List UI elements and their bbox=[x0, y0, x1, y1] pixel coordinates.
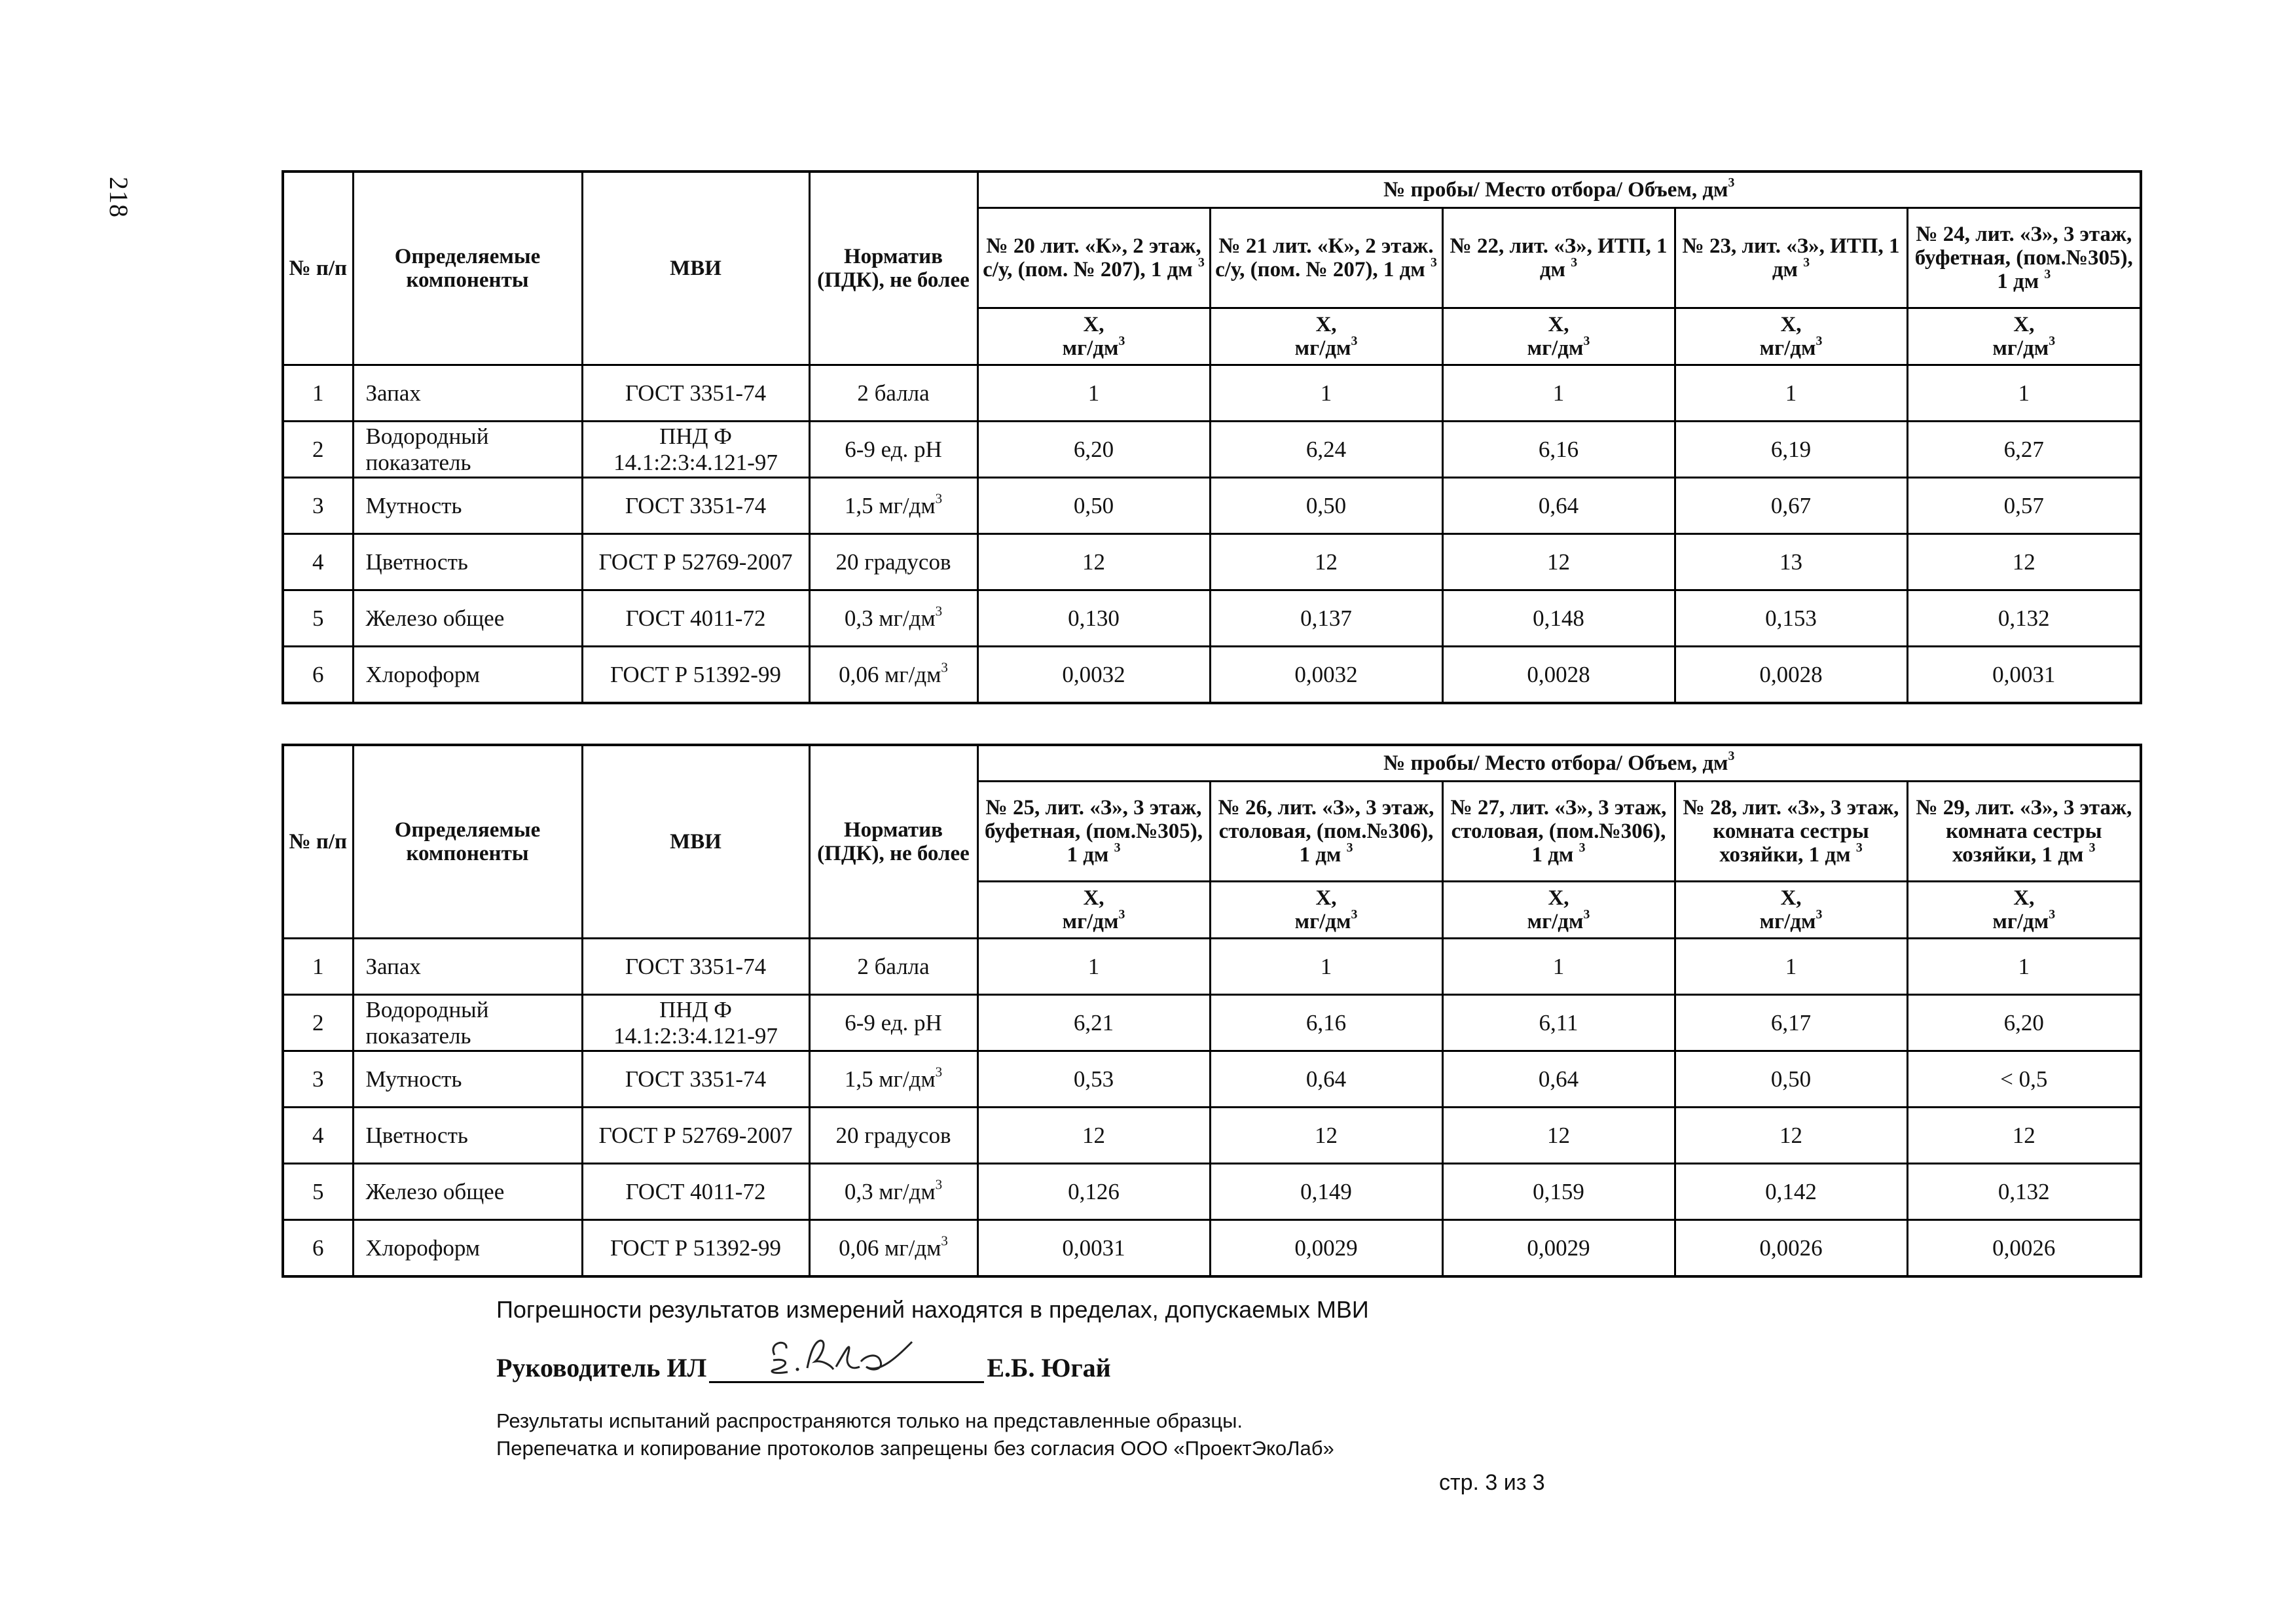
value-cell: 6,20 bbox=[977, 422, 1210, 478]
value-cell: 6,17 bbox=[1675, 995, 1907, 1051]
table-row bbox=[283, 534, 2141, 590]
value-cell: 12 bbox=[1210, 534, 1442, 590]
norm-cell: 6-9 ед. pH bbox=[809, 995, 977, 1051]
component-name: Мутность bbox=[353, 1051, 582, 1108]
unit-header: Х, $мг/дм^3$ bbox=[1442, 882, 1675, 939]
value-cell: 6,24 bbox=[1210, 422, 1442, 478]
sample-header: № 22, лит. «З», ИТП, 1 дм $^3$ bbox=[1442, 208, 1675, 308]
method-cell: ГОСТ Р 52769-2007 bbox=[582, 534, 809, 590]
norm-cell: 0,06 $мг/дм^3$ bbox=[809, 1220, 977, 1277]
norm-cell: 1,5 $мг/дм^3$ bbox=[809, 478, 977, 534]
row-number: 1 bbox=[283, 939, 353, 995]
value-cell: 12 bbox=[1675, 1108, 1907, 1164]
page-counter: стр. 3 из 3 bbox=[1439, 1470, 1545, 1495]
table-row bbox=[283, 1051, 2141, 1108]
unit-header: Х, $мг/дм^3$ bbox=[1907, 308, 2141, 365]
row-number: 4 bbox=[283, 534, 353, 590]
page-number: 218 bbox=[104, 177, 134, 218]
method-cell: ПНД Ф 14.1:2:3:4.121-97 bbox=[582, 995, 809, 1051]
results-table-2 bbox=[282, 744, 2142, 1278]
value-cell: 1 bbox=[1442, 939, 1675, 995]
component-name: Водородный показатель bbox=[353, 422, 582, 478]
table-row bbox=[283, 590, 2141, 647]
value-cell: 0,148 bbox=[1442, 590, 1675, 647]
sample-header: № 29, лит. «З», 3 этаж, комната сестры хозяйки, 1 дм $^3$ bbox=[1907, 782, 2141, 882]
row-number: 3 bbox=[283, 1051, 353, 1108]
sample-header: № 23, лит. «З», ИТП, 1 дм $^3$ bbox=[1675, 208, 1907, 308]
value-cell: 0,149 bbox=[1210, 1164, 1442, 1220]
norm-cell: 0,3 $мг/дм^3$ bbox=[809, 590, 977, 647]
component-name: Водородный показатель bbox=[353, 995, 582, 1051]
component-name: Железо общее bbox=[353, 590, 582, 647]
row-number: 1 bbox=[283, 365, 353, 422]
value-cell: 0,126 bbox=[977, 1164, 1210, 1220]
value-cell: 0,137 bbox=[1210, 590, 1442, 647]
value-cell: 6,16 bbox=[1210, 995, 1442, 1051]
value-cell: 0,0032 bbox=[1210, 647, 1442, 704]
value-cell: 6,21 bbox=[977, 995, 1210, 1051]
col-norm-header: Норматив (ПДК), не более bbox=[809, 745, 977, 939]
signature-line bbox=[496, 1348, 1111, 1383]
results-table-1 bbox=[282, 170, 2142, 704]
norm-cell: 6-9 ед. pH bbox=[809, 422, 977, 478]
norm-cell: 20 градусов bbox=[809, 1108, 977, 1164]
sample-header: № 26, лит. «З», 3 этаж, столовая, (пом.№306), 1 дм $^3$ bbox=[1210, 782, 1442, 882]
component-name: Железо общее bbox=[353, 1164, 582, 1220]
col-component-header: Определяемые компоненты bbox=[353, 171, 582, 365]
value-cell: 1 bbox=[977, 939, 1210, 995]
component-name: Хлороформ bbox=[353, 647, 582, 704]
value-cell: 12 bbox=[1442, 1108, 1675, 1164]
unit-header: Х, $мг/дм^3$ bbox=[977, 882, 1210, 939]
component-name: Запах bbox=[353, 939, 582, 995]
row-number: 2 bbox=[283, 995, 353, 1051]
value-cell: 0,67 bbox=[1675, 478, 1907, 534]
table-1-body bbox=[283, 365, 2141, 704]
unit-header: Х, $мг/дм^3$ bbox=[1442, 308, 1675, 365]
value-cell: 0,142 bbox=[1675, 1164, 1907, 1220]
component-name: Хлороформ bbox=[353, 1220, 582, 1277]
value-cell: 12 bbox=[1907, 534, 2141, 590]
value-cell: 0,50 bbox=[977, 478, 1210, 534]
method-cell: ГОСТ 4011-72 bbox=[582, 1164, 809, 1220]
row-number: 2 bbox=[283, 422, 353, 478]
col-method-header: МВИ bbox=[582, 171, 809, 365]
method-cell: ГОСТ Р 52769-2007 bbox=[582, 1108, 809, 1164]
sample-header: № 24, лит. «З», 3 этаж, буфетная, (пом.№305), 1 дм $^3$ bbox=[1907, 208, 2141, 308]
norm-cell: 1,5 $мг/дм^3$ bbox=[809, 1051, 977, 1108]
norm-cell: 2 балла bbox=[809, 365, 977, 422]
measurement-error-note: Погрешности результатов измерений находятся в пределах, допускаемых МВИ bbox=[496, 1296, 1369, 1323]
value-cell: 0,64 bbox=[1442, 1051, 1675, 1108]
value-cell: 1 bbox=[1442, 365, 1675, 422]
value-cell: 0,0031 bbox=[1907, 647, 2141, 704]
value-cell: 12 bbox=[1907, 1108, 2141, 1164]
value-cell: 1 bbox=[977, 365, 1210, 422]
table-row bbox=[283, 995, 2141, 1051]
norm-cell: 0,3 $мг/дм^3$ bbox=[809, 1164, 977, 1220]
unit-header: Х, $мг/дм^3$ bbox=[1675, 308, 1907, 365]
component-name: Запах bbox=[353, 365, 582, 422]
norm-cell: 0,06 $мг/дм^3$ bbox=[809, 647, 977, 704]
sample-header: № 21 лит. «К», 2 этаж. с/у, (пом. № 207), 1 дм $^3$ bbox=[1210, 208, 1442, 308]
disclaimer-line-1: Результаты испытаний распространяются только на представленные образцы. bbox=[496, 1409, 1243, 1432]
unit-header: Х, $мг/дм^3$ bbox=[1210, 308, 1442, 365]
table-row bbox=[283, 1220, 2141, 1277]
value-cell: 0,64 bbox=[1210, 1051, 1442, 1108]
table-row bbox=[283, 422, 2141, 478]
method-cell: ГОСТ 3351-74 bbox=[582, 1051, 809, 1108]
component-name: Цветность bbox=[353, 534, 582, 590]
method-cell: ГОСТ 4011-72 bbox=[582, 590, 809, 647]
value-cell: 1 bbox=[1210, 939, 1442, 995]
sample-header: № 20 лит. «К», 2 этаж, с/у, (пом. № 207), 1 дм $^3$ bbox=[977, 208, 1210, 308]
norm-cell: 20 градусов bbox=[809, 534, 977, 590]
row-number: 4 bbox=[283, 1108, 353, 1164]
value-cell: 12 bbox=[977, 534, 1210, 590]
value-cell: 0,159 bbox=[1442, 1164, 1675, 1220]
unit-header: Х, $мг/дм^3$ bbox=[1675, 882, 1907, 939]
method-cell: ГОСТ Р 51392-99 bbox=[582, 647, 809, 704]
value-cell: 0,0029 bbox=[1442, 1220, 1675, 1277]
head-label: Руководитель ИЛ bbox=[496, 1353, 707, 1382]
method-cell: ГОСТ Р 51392-99 bbox=[582, 1220, 809, 1277]
value-cell: 0,0029 bbox=[1210, 1220, 1442, 1277]
value-cell: 0,50 bbox=[1210, 478, 1442, 534]
disclaimer bbox=[496, 1407, 1334, 1462]
col-method-header: МВИ bbox=[582, 745, 809, 939]
unit-header: Х, $мг/дм^3$ bbox=[1907, 882, 2141, 939]
sample-group-header: № пробы/ Место отбора/ Объем, $дм^3$ bbox=[977, 171, 2141, 208]
method-cell: ПНД Ф 14.1:2:3:4.121-97 bbox=[582, 422, 809, 478]
value-cell: 0,0028 bbox=[1442, 647, 1675, 704]
value-cell: 0,0028 bbox=[1675, 647, 1907, 704]
table-2-body bbox=[283, 939, 2141, 1277]
sample-group-header: № пробы/ Место отбора/ Объем, $дм^3$ bbox=[977, 745, 2141, 782]
value-cell: 0,0031 bbox=[977, 1220, 1210, 1277]
table-row bbox=[283, 365, 2141, 422]
value-cell: 1 bbox=[1210, 365, 1442, 422]
sample-header: № 25, лит. «З», 3 этаж, буфетная, (пом.№305), 1 дм $^3$ bbox=[977, 782, 1210, 882]
value-cell: 12 bbox=[1210, 1108, 1442, 1164]
value-cell: 13 bbox=[1675, 534, 1907, 590]
disclaimer-line-2: Перепечатка и копирование протоколов запрещены без согласия ООО «ПроектЭкоЛаб» bbox=[496, 1437, 1334, 1460]
value-cell: 0,130 bbox=[977, 590, 1210, 647]
table-row bbox=[283, 1164, 2141, 1220]
value-cell: 0,53 bbox=[977, 1051, 1210, 1108]
value-cell: 6,19 bbox=[1675, 422, 1907, 478]
value-cell: 0,132 bbox=[1907, 590, 2141, 647]
unit-header: Х, $мг/дм^3$ bbox=[1210, 882, 1442, 939]
value-cell: 0,132 bbox=[1907, 1164, 2141, 1220]
row-number: 6 bbox=[283, 1220, 353, 1277]
value-cell: 6,11 bbox=[1442, 995, 1675, 1051]
unit-header: Х, $мг/дм^3$ bbox=[977, 308, 1210, 365]
table-row bbox=[283, 939, 2141, 995]
sample-header: № 28, лит. «З», 3 этаж, комната сестры хозяйки, 1 дм $^3$ bbox=[1675, 782, 1907, 882]
table-row bbox=[283, 1108, 2141, 1164]
value-cell: 0,50 bbox=[1675, 1051, 1907, 1108]
row-number: 5 bbox=[283, 1164, 353, 1220]
value-cell: 1 bbox=[1907, 365, 2141, 422]
col-num-header: № п/п bbox=[283, 171, 353, 365]
row-number: 6 bbox=[283, 647, 353, 704]
norm-cell: 2 балла bbox=[809, 939, 977, 995]
sample-header: № 27, лит. «З», 3 этаж, столовая, (пом.№306), 1 дм $^3$ bbox=[1442, 782, 1675, 882]
method-cell: ГОСТ 3351-74 bbox=[582, 478, 809, 534]
value-cell: 0,57 bbox=[1907, 478, 2141, 534]
value-cell: 6,20 bbox=[1907, 995, 2141, 1051]
handwritten-signature bbox=[768, 1329, 919, 1381]
component-name: Цветность bbox=[353, 1108, 582, 1164]
row-number: 5 bbox=[283, 590, 353, 647]
value-cell: 1 bbox=[1675, 365, 1907, 422]
table-row bbox=[283, 647, 2141, 704]
value-cell: 0,64 bbox=[1442, 478, 1675, 534]
value-cell: 12 bbox=[1442, 534, 1675, 590]
value-cell: 0,0026 bbox=[1675, 1220, 1907, 1277]
value-cell: 0,153 bbox=[1675, 590, 1907, 647]
method-cell: ГОСТ 3351-74 bbox=[582, 365, 809, 422]
row-number: 3 bbox=[283, 478, 353, 534]
value-cell: 0,0026 bbox=[1907, 1220, 2141, 1277]
col-num-header: № п/п bbox=[283, 745, 353, 939]
signature-field bbox=[709, 1348, 984, 1383]
head-name: Е.Б. Югай bbox=[987, 1353, 1111, 1382]
table-row bbox=[283, 478, 2141, 534]
value-cell: 1 bbox=[1675, 939, 1907, 995]
value-cell: < 0,5 bbox=[1907, 1051, 2141, 1108]
value-cell: 12 bbox=[977, 1108, 1210, 1164]
value-cell: 1 bbox=[1907, 939, 2141, 995]
value-cell: 6,16 bbox=[1442, 422, 1675, 478]
value-cell: 6,27 bbox=[1907, 422, 2141, 478]
col-component-header: Определяемые компоненты bbox=[353, 745, 582, 939]
value-cell: 0,0032 bbox=[977, 647, 1210, 704]
col-norm-header: Норматив (ПДК), не более bbox=[809, 171, 977, 365]
method-cell: ГОСТ 3351-74 bbox=[582, 939, 809, 995]
component-name: Мутность bbox=[353, 478, 582, 534]
